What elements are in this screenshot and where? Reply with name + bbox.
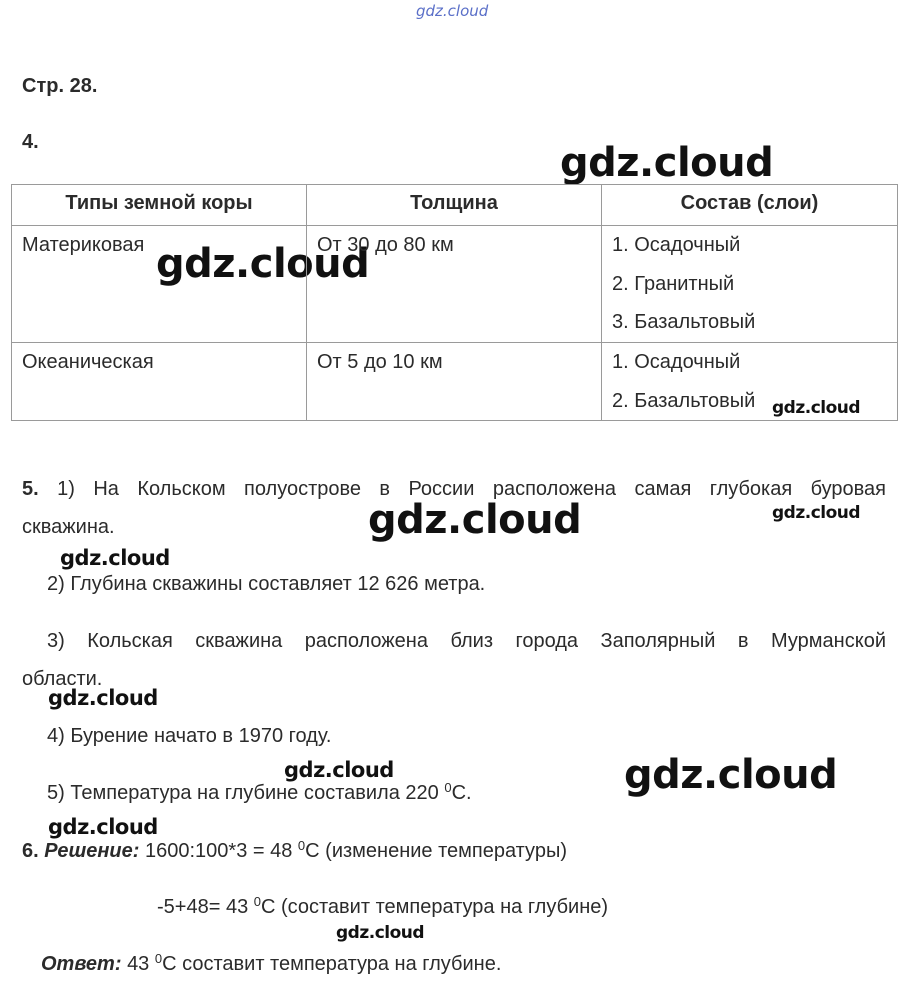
layer-item: 2. Базальтовый	[612, 389, 756, 412]
table-row	[12, 226, 898, 343]
answer-label: Ответ:	[41, 953, 122, 975]
layer-item: 1. Осадочный	[612, 234, 741, 256]
layer-item: 3. Базальтовый	[612, 311, 756, 333]
task5-item3-line2: области.	[22, 668, 103, 690]
task6-answer	[41, 953, 501, 976]
answer-unit: С составит температура на глубине.	[162, 953, 502, 975]
page-label: Стр. 28.	[22, 75, 98, 97]
watermark-top: gdz.cloud	[416, 2, 489, 20]
watermark: gdz.cloud	[560, 140, 774, 186]
degree-sup: 0	[297, 838, 306, 853]
crust-layers	[602, 226, 898, 343]
task6-number: 6.	[22, 840, 39, 862]
watermark: gdz.cloud	[48, 686, 158, 710]
watermark: gdz.cloud	[336, 923, 425, 943]
crust-type: Океаническая	[12, 343, 307, 421]
table-header: Толщина	[307, 185, 602, 226]
watermark: gdz.cloud	[60, 546, 170, 570]
task4-number: 4.	[22, 131, 39, 153]
task5-number: 5.	[22, 478, 39, 500]
task5-item3-text: 3) Кольская скважина расположена близ города Заполярный в Мурманской	[47, 630, 886, 652]
degree-sup: 0	[444, 780, 452, 795]
layer-item: 1. Осадочный	[612, 351, 741, 373]
answer-text: 43	[127, 953, 155, 975]
task6-solution-line1	[22, 840, 567, 863]
table-row	[12, 343, 898, 421]
crust-layers	[602, 343, 898, 421]
watermark: gdz.cloud	[624, 752, 838, 798]
crust-thickness: От 5 до 10 км	[307, 343, 602, 421]
watermark: gdz.cloud	[772, 503, 861, 523]
task6-solution-line2	[157, 896, 608, 919]
table-header-row	[12, 185, 898, 226]
solution-line1-text: 1600:100*3 = 48	[145, 840, 298, 862]
table-header: Состав (слои)	[602, 185, 898, 226]
task5-item5-unit: С.	[451, 782, 472, 804]
task5-item1-line1	[22, 478, 886, 501]
watermark: gdz.cloud	[368, 497, 582, 543]
task5-item1-line2: скважина.	[22, 516, 115, 538]
watermark: gdz.cloud	[48, 815, 158, 839]
solution-line1-unit: С (изменение температуры)	[305, 840, 567, 862]
task5-item2: 2) Глубина скважины составляет 12 626 метра.	[47, 573, 486, 595]
task5-item5	[47, 782, 472, 805]
watermark: gdz.cloud	[772, 398, 861, 418]
solution-line2-unit: С (составит температура на глубине)	[260, 896, 609, 918]
watermark: gdz.cloud	[156, 241, 370, 287]
task5-item1-text: 1) На Кольском полуострове в России расположена самая глубокая буровая	[57, 478, 887, 500]
layer-item: 2. Гранитный	[612, 272, 735, 295]
task5-item3-line1	[47, 630, 886, 653]
degree-sup: 0	[253, 894, 261, 909]
task5-item5-text: 5) Температура на глубине составила 220	[47, 782, 445, 804]
table-header: Типы земной коры	[12, 185, 307, 226]
watermark: gdz.cloud	[284, 758, 394, 782]
task5-item4: 4) Бурение начато в 1970 году.	[47, 725, 332, 747]
crust-types-table	[11, 184, 898, 421]
solution-line2-text: -5+48= 43	[157, 896, 254, 918]
degree-sup: 0	[154, 951, 163, 966]
crust-thickness: От 30 до 80 км	[307, 226, 602, 343]
solution-label: Решение:	[44, 840, 140, 862]
crust-type: Материковая	[12, 226, 307, 343]
